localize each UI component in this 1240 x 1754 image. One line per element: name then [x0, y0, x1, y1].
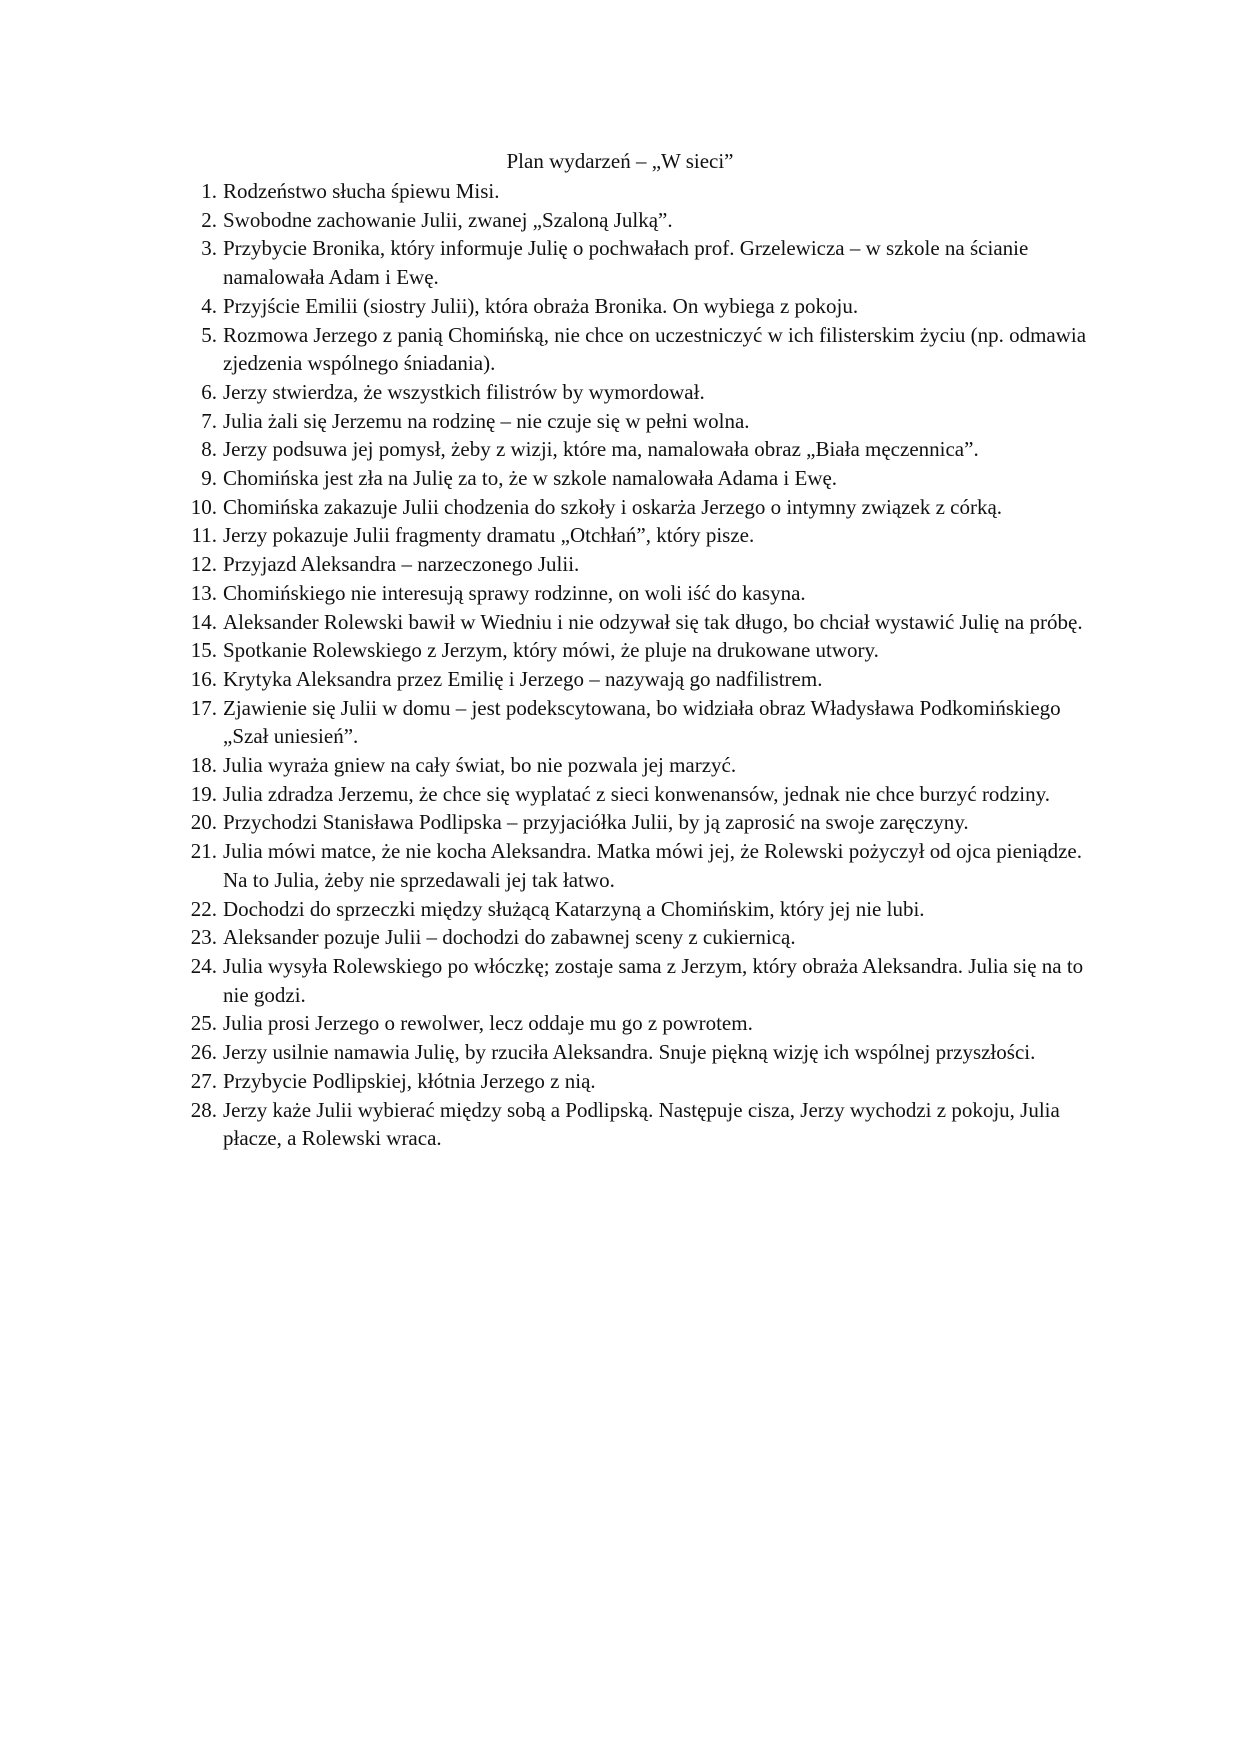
- list-item-number: 14.: [190, 609, 217, 634]
- list-item-number: 4.: [201, 293, 217, 318]
- list-item: [190, 1067, 1103, 1096]
- list-item-number: 24.: [190, 953, 217, 978]
- list-item-text: Aleksander pozuje Julii – dochodzi do zabawnej sceny z cukiernicą.: [223, 925, 796, 950]
- list-item-number: 1.: [201, 179, 217, 203]
- list-item: [201, 206, 1103, 235]
- list-item-text: Spotkanie Rolewskiego z Jerzym, który mówi, że pluje na drukowane utwory.: [223, 638, 879, 663]
- list-item: [190, 895, 1103, 924]
- list-item-text: Jerzy każe Julii wybierać między sobą a Podlipską. Następuje cisza, Jerzy wychodzi z pokoju, Julia płacze, a Rolewski wraca.: [223, 1097, 1060, 1151]
- list-item-text: Jerzy stwierdza, że wszystkich filistrów by wymordował.: [223, 379, 705, 404]
- list-item-text: Julia prosi Jerzego o rewolwer, lecz oddaje mu go z powrotem.: [223, 1011, 753, 1036]
- list-item-number: 27.: [190, 1068, 217, 1093]
- list-item-number: 3.: [201, 236, 217, 261]
- list-item-number: 20.: [190, 810, 217, 835]
- list-item: [201, 464, 1103, 493]
- list-item-number: 9.: [201, 466, 217, 491]
- list-item: [190, 579, 1103, 608]
- list-item-text: Przyjście Emilii (siostry Julii), która obraża Bronika. On wybiega z pokoju.: [223, 293, 859, 318]
- list-item-number: 18.: [190, 753, 217, 778]
- list-item: [190, 665, 1103, 694]
- list-item: [190, 751, 1103, 780]
- list-item-text: Chomińska zakazuje Julii chodzenia do szkoły i oskarża Jerzego o intymny związek z córką.: [223, 494, 1003, 519]
- list-item: [190, 636, 1103, 665]
- list-item-number: 23.: [190, 925, 217, 950]
- list-item-text: Przybycie Podlipskiej, kłótnia Jerzego z nią.: [223, 1068, 596, 1093]
- list-item-number: 16.: [190, 666, 217, 691]
- list-item-number: 2.: [201, 207, 217, 232]
- list-item-text: Julia mówi matce, że nie kocha Aleksandra. Matka mówi jej, że Rolewski pożyczył od ojca pieniądze. Na to Julia, żeby nie sprzedawali jej tak łatwo.: [223, 839, 1082, 892]
- list-item: [190, 780, 1103, 809]
- list-item-text: Chomińska jest zła na Julię za to, że w szkole namalowała Adama i Ewę.: [223, 466, 838, 491]
- list-item-number: 22.: [190, 896, 217, 921]
- list-item-text: Przychodzi Stanisława Podlipska – przyjaciółka Julii, by ją zaprosić na swoje zaręczyny.: [223, 810, 969, 835]
- list-item-text: Swobodne zachowanie Julii, zwanej „Szaloną Julką”.: [223, 207, 673, 232]
- list-item-number: 10.: [190, 494, 217, 519]
- list-item-number: 17.: [190, 695, 217, 720]
- list-item-text: Dochodzi do sprzeczki między służącą Katarzyną a Chomińskim, który jej nie lubi.: [223, 896, 925, 921]
- list-item: [190, 608, 1103, 637]
- list-item-text: Julia żali się Jerzemu na rodzinę – nie czuje się w pełni wolna.: [223, 408, 750, 433]
- list-item-number: 7.: [201, 408, 217, 433]
- list-item: [201, 378, 1103, 407]
- list-item-text: Jerzy pokazuje Julii fragmenty dramatu „Otchłań”, który pisze.: [223, 523, 755, 548]
- list-item-text: Przyjazd Aleksandra – narzeczonego Julii.: [223, 552, 580, 577]
- list-item-text: Przybycie Bronika, który informuje Julię o pochwałach prof. Grzelewicza – w szkole na ścianie namalowała Adam i Ewę.: [223, 236, 1029, 290]
- list-item-text: Julia wyraża gniew na cały świat, bo nie pozwala jej marzyć.: [223, 753, 737, 778]
- list-item: [201, 321, 1103, 378]
- list-item: [190, 837, 1103, 894]
- list-item-number: 28.: [190, 1097, 217, 1122]
- list-item-number: 15.: [190, 638, 217, 663]
- list-item-number: 13.: [190, 580, 217, 605]
- list-item: [190, 1096, 1103, 1153]
- list-item: [190, 1038, 1103, 1067]
- list-item-number: 11.: [191, 523, 217, 548]
- list-item: [201, 234, 1103, 291]
- list-item: [201, 292, 1103, 321]
- list-item: [190, 952, 1103, 1009]
- list-item: [190, 493, 1103, 522]
- list-item: [191, 521, 1103, 550]
- list-item: [190, 1009, 1103, 1038]
- list-item: [190, 923, 1103, 952]
- list-item-text: Krytyka Aleksandra przez Emilię i Jerzego – nazywają go nadfilistrem.: [223, 666, 823, 691]
- list-item-number: 19.: [190, 781, 217, 806]
- list-item-text: Julia wysyła Rolewskiego po włóczkę; zostaje sama z Jerzym, który obraża Aleksandra. Julia się na to nie godzi.: [223, 953, 1084, 1007]
- event-list: [190, 177, 1103, 1153]
- list-item-number: 25.: [190, 1011, 217, 1036]
- list-item-text: Rodzeństwo słucha śpiewu Misi.: [223, 179, 500, 203]
- list-item-text: Zjawienie się Julii w domu – jest podekscytowana, bo widziała obraz Władysława Podkomińskiego „Szał uniesień”.: [223, 695, 1061, 749]
- list-item-number: 21.: [190, 839, 217, 864]
- document-title: Plan wydarzeń – „W sieci”: [506, 149, 734, 173]
- list-item-text: Jerzy podsuwa jej pomysł, żeby z wizji, które ma, namalowała obraz „Biała męczennica”.: [223, 437, 979, 462]
- list-item: [201, 435, 1103, 464]
- list-item: [201, 177, 1103, 206]
- list-item-text: Jerzy usilnie namawia Julię, by rzuciła Aleksandra. Snuje piękną wizję ich wspólnej przyszłości.: [223, 1040, 1036, 1065]
- list-item-number: 26.: [190, 1040, 217, 1065]
- list-item-number: 6.: [201, 379, 217, 404]
- list-item-number: 12.: [190, 552, 217, 577]
- list-item: [190, 808, 1103, 837]
- list-item-text: Rozmowa Jerzego z panią Chomińską, nie chce on uczestniczyć w ich filisterskim życiu (np. odmawia zjedzenia wspólnego śniadania).: [223, 322, 1087, 376]
- list-item: [190, 694, 1103, 751]
- list-item-number: 8.: [201, 437, 217, 462]
- list-item-text: Aleksander Rolewski bawił w Wiedniu i nie odzywał się tak długo, bo chciał wystawić Julię na próbę.: [223, 609, 1083, 634]
- list-item-number: 5.: [201, 322, 217, 347]
- list-item-text: Chomińskiego nie interesują sprawy rodzinne, on woli iść do kasyna.: [223, 580, 806, 605]
- list-item: [190, 550, 1103, 579]
- list-item: [201, 407, 1103, 436]
- list-item-text: Julia zdradza Jerzemu, że chce się wyplatać z sieci konwenansów, jednak nie chce burzyć rodziny.: [223, 781, 1050, 806]
